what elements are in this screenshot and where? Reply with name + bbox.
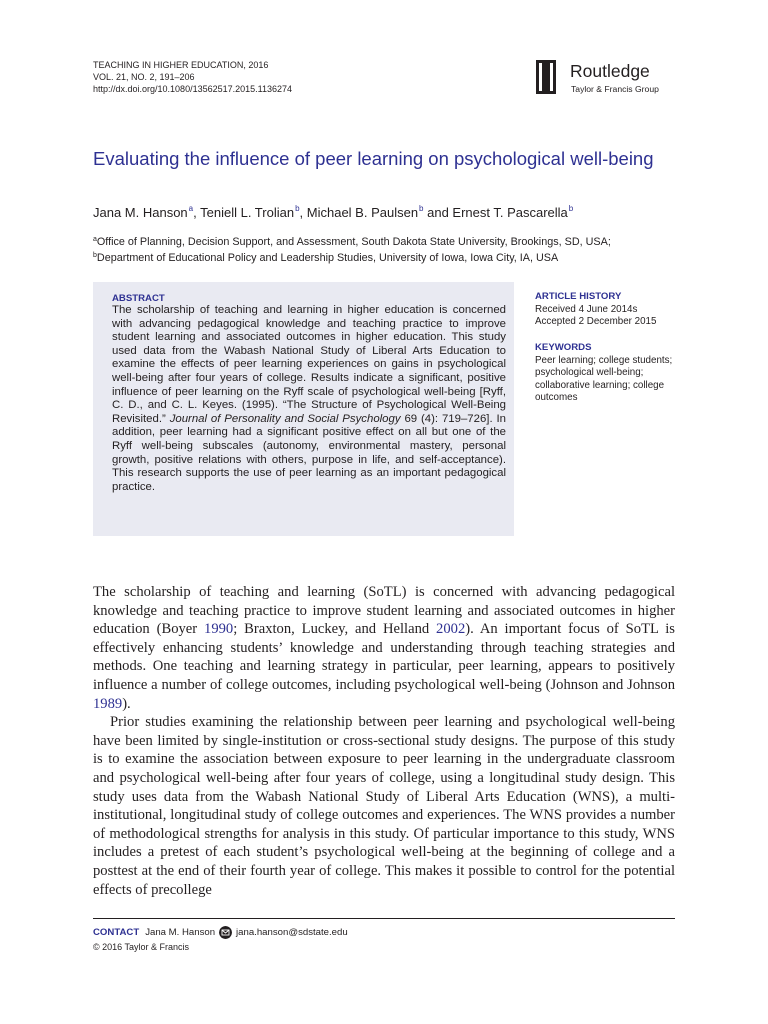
citation-link[interactable]: 1990 [204,621,234,638]
article-history [535,291,705,329]
author-affil-mark[interactable]: a [188,204,194,213]
article-history-heading: ARTICLE HISTORY [535,291,622,302]
contact-line [93,926,348,939]
routledge-logo-icon [536,60,556,94]
journal-volume: VOL. 21, NO. 2, 191–206 [93,72,195,83]
citation-link[interactable]: 2002 [436,621,466,638]
author-name: Ernest T. Pascarella [452,205,568,220]
paragraph-text: ). An important focus of SoTL is effectively enhancing students’ knowledge and understanding through teaching strategies and methods. One teaching and learning strategy in particular, peer learning, appears to positively influence a number of college outcomes, including psychological well-being (Johnson and Johnson [93,621,675,693]
author-list [93,204,573,220]
copyright: © 2016 Taylor & Francis [93,942,190,952]
affiliation [93,233,693,249]
author-name: Teniell L. Trolian [200,205,295,220]
abstract-text-part-1: The scholarship of teaching and learning in higher education is concerned with advancing pedagogical knowledge and teaching practice to improve student learning and associated outcomes in higher education. This study used data from the Wabash National Study of Liberal Arts Education to examine the effects of peer learning experiences on gains in psychological well-being after four years of college. Results indicate a significant, positive influence of peer learning on the Ryff scale of psychological well-being [Ryff, C. D., and C. L. Keyes. (1995). “The Structure of Psychological Well-Being Revisited.” [112,304,506,425]
contact-heading: CONTACT [93,927,140,938]
doi-link[interactable]: http://dx.doi.org/10.1080/13562517.2015.1136274 [93,84,293,95]
journal-name: TEACHING IN HIGHER EDUCATION, 2016 [93,60,269,70]
publisher-name: Routledge [570,61,650,81]
author-separator: , [299,205,307,220]
author-affil-mark[interactable]: b [295,204,300,213]
author-separator: and [423,205,453,220]
affiliation-mark: b [93,252,97,259]
abstract-box [93,282,514,536]
affiliation-mark: a [93,236,97,243]
author-name: Jana M. Hanson [93,205,188,220]
paragraph-1 [93,583,675,713]
author-separator: , [193,205,201,220]
publisher-logo [536,58,686,98]
footer-rule [93,918,675,919]
paragraph-2: Prior studies examining the relationship between peer learning and psychological well-being have been limited by single-institution or cross-sectional study designs. The purpose of this study is to examine the association between exposure to peer learning in the undergraduate classroom and psychological well-being after four years of college, using a longitudinal study design. This study uses data from the Wabash National Study of Liberal Arts Education (WNS), a multi-institutional, longitudinal study of college outcomes and experiences. The WNS provides a number of methodological strengths for analysis in this study. Of particular importance to this study, WNS includes a pretest of each student’s psychological well-being at the beginning of college and a posttest at the end of their fourth year of college. This makes it possible to control for the potential effects of precollege [93,714,675,898]
contact-name: Jana M. Hanson [145,927,216,938]
keywords-heading: KEYWORDS [535,342,592,353]
affiliation-text: Department of Educational Policy and Leadership Studies, University of Iowa, Iowa City, IA, USA [96,252,559,264]
citation-link[interactable]: 1989 [93,695,123,712]
abstract-journal-name: Journal of Personality and Social Psychology [169,412,401,425]
affiliation-text: Office of Planning, Decision Support, and Assessment, South Dakota State University, Brookings, SD, USA; [96,236,611,248]
affiliation [93,249,693,265]
author-affil-mark[interactable]: b [419,204,424,213]
keywords [535,342,685,405]
author-affil-mark[interactable]: b [568,204,574,213]
abstract-heading: ABSTRACT [112,293,165,304]
abstract-text [112,304,506,494]
journal-header [93,59,292,96]
author-name: Michael B. Paulsen [306,205,419,220]
body-text [93,583,675,899]
publisher-sub: Taylor & Francis Group [571,84,659,94]
article-title: Evaluating the influence of peer learning on psychological well-being [93,148,654,169]
paragraph-text: ). [122,695,131,712]
accepted-date: Accepted 2 December 2015 [535,316,657,328]
received-date: Received 4 June 2014s [535,303,638,315]
paragraph-text: ; Braxton, Luckey, and Helland [233,621,437,638]
paragraph-text: The scholarship of teaching and learning (SoTL) is concerned with advancing pedagogical knowledge and teaching practice to improve student learning and associated outcomes in higher education (Boyer [93,584,675,638]
abstract-text-part-2: 69 (4): 719–726]. In addition, peer learning had a significant positive effect on all but one of the Ryff well-being subscales (autonomy, environmental mastery, personal growth, positive relations with others, purpose in life, and self-acceptance). This research supports the use of peer learning as an important pedagogical practice. [112,412,506,493]
contact-email[interactable]: jana.hanson@sdstate.edu [236,927,348,938]
affiliations [93,233,693,265]
email-icon [219,926,232,939]
keywords-text: Peer learning; college students; psychological well-being; collaborative learning; college outcomes [535,354,673,404]
